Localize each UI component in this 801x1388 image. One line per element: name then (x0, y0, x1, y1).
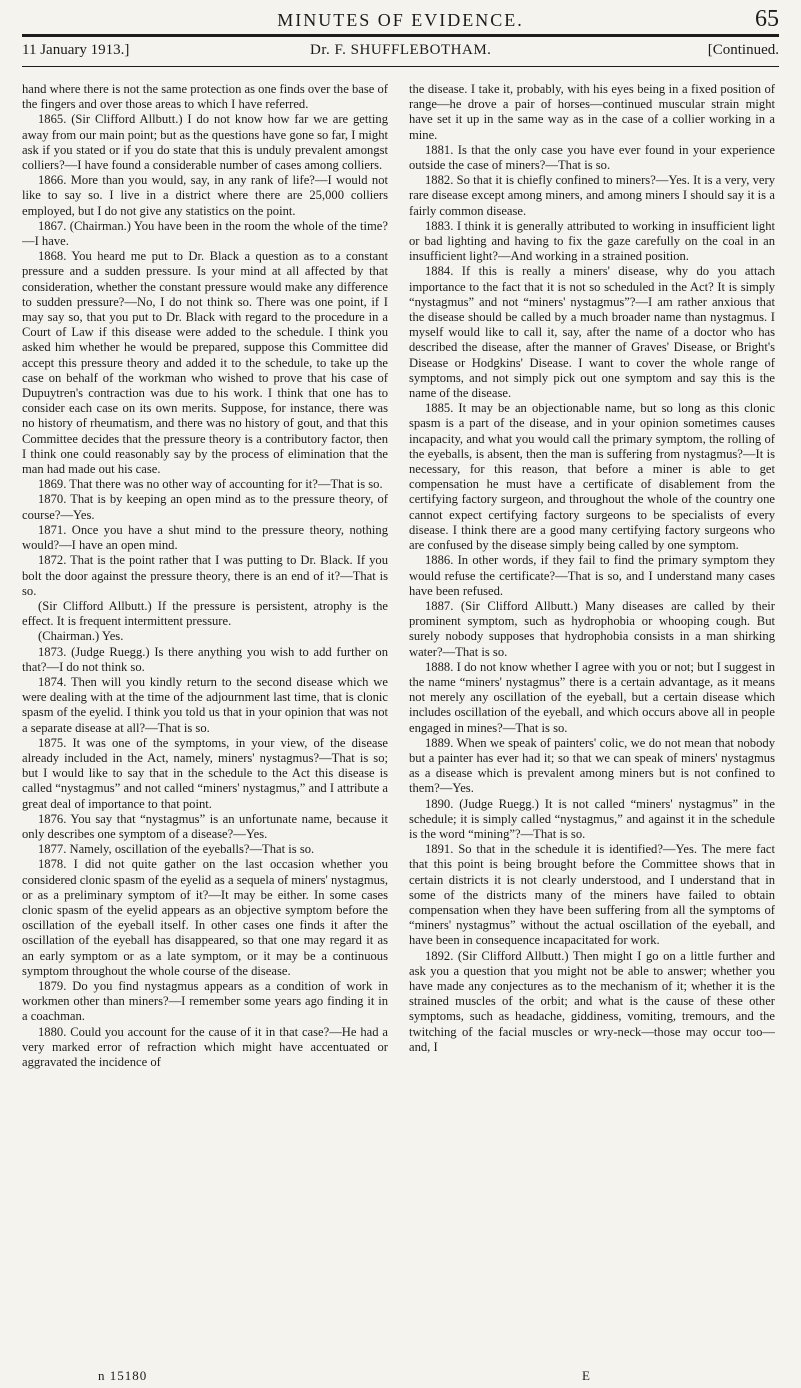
left-paragraph: 1872. That is the point rather that I was putting to Dr. Black. If you bolt the door against the pressure theory, there is an end of it?—That is so. (22, 553, 388, 598)
right-column (409, 82, 775, 1372)
witness-name: Dr. F. SHUFFLEBOTHAM. (310, 42, 492, 58)
left-paragraph: 1874. Then will you kindly return to the second disease which we were dealing with at the time of the adjournment last time, that is clonic spasm of the eyelid. I think you told us that in your opinion that was not a separate disease at all?—That is so. (22, 674, 388, 735)
left-paragraph: 1877. Namely, oscillation of the eyeballs?—That is so. (38, 842, 315, 857)
left-paragraph: 1875. It was one of the symptoms, in your view, of the disease already included in the Act, namely, miners' nystagmus?—That is so; but I would like to say that in the schedule to the Act this disease is called “nystagmus” and not called “miners' nystagmus,” and I attribute a great deal of importance to that point. (22, 735, 388, 811)
left-paragraph: 1871. Once you have a shut mind to the pressure theory, nothing would?—I have an open mind. (22, 522, 388, 553)
print-code: n 15180 (98, 1368, 148, 1383)
left-paragraph: 1879. Do you find nystagmus appears as a condition of work in workmen other than miners?—I remember some years ago finding it in a coachman. (22, 978, 388, 1024)
right-paragraph: 1884. If this is really a miners' disease, why do you attach importance to the fact that it is not so scheduled in the Act? It is simply “nystagmus” and not “miners' nystagmus”?—I am rather anxious that the disease should be called by a much broader name than nystagmus. I myself would like to call it, say, after the name of a doctor who has described the disease, after the manner of Graves' Disease, or Bright's Disease or Hodgkins' Disease. I want to cover the whole range of symptoms, and not simply pick out one symptom and say this is the name of the disease. (409, 264, 775, 401)
left-paragraph: 1876. You say that “nystagmus” is an unfortunate name, because it only describes one symptom of a disease?—Yes. (22, 811, 388, 841)
signature-mark: E (582, 1368, 590, 1383)
right-paragraph: 1888. I do not know whether I agree with you or not; but I suggest in the name “miners' nystagmus” there is a certain advantage, as it means not merely any oscillation of the eyeball, but a certain disease which includes oscillation of the eyeball, and which occurs above all in people engaged in mines?—That is so. (409, 659, 775, 735)
left-paragraph: (Sir Clifford Allbutt.) If the pressure is persistent, atrophy is the effect. It is frequent intermittent pressure. (22, 598, 388, 629)
right-paragraph: 1891. So that in the schedule it is identified?—Yes. The mere fact that this point is being brought before the Committee shows that in certain districts it is not clearly understood, and I understand that in some of the districts many of the miners have failed to obtain compensation when they have been suffering from all the symptoms of “miners' nystagmus” without the actual oscillation of the eyeball, and have been in consequence incapacitated for work. (409, 842, 775, 948)
left-paragraph: 1867. (Chairman.) You have been in the room the whole of the time?—I have. (22, 218, 388, 249)
left-column (22, 82, 388, 1372)
meta-rule (22, 66, 779, 67)
left-paragraph: 1865. (Sir Clifford Allbutt.) I do not know how far we are getting away from our main point; but as the questions have gone so far, I might ask if you stated or if you do state that this is unduly prevalent amongst colliers?—I have found a considerable number of cases among colliers. (22, 112, 388, 173)
right-paragraph: 1883. I think it is generally attributed to working in insufficient light or bad lighting and having to fix the gaze carefully on the coal in an insufficient light?—And working in a strained position. (409, 218, 775, 264)
right-paragraph: 1890. (Judge Ruegg.) It is not called “miners' nystagmus” in the schedule; it is simply called “nystagmus,” and against it in the schedule is the word “mining”?—That is so. (409, 796, 775, 841)
right-paragraph: 1892. (Sir Clifford Allbutt.) Then might I go on a little further and ask you a question that you might not be able to answer; whether you have made any conjectures as to the mechanism of it; whether it is the strained muscles of the orbit; and what is the cause of these other symptoms, such as headache, giddiness, vomiting, tremours, and the twitching of the facial muscles or wry-neck—those may occur too—and, I (409, 948, 775, 1054)
right-paragraph: 1887. (Sir Clifford Allbutt.) Many diseases are called by their prominent symptom, such as hydrophobia or whooping cough. But surely nobody supposes that hydrophobia consists in a man shirking water?—That is so. (409, 598, 775, 659)
right-paragraph: 1889. When we speak of painters' colic, we do not mean that nobody but a painter has ever had it; so that we can speak of miners' nystagmus as a disease which is prevalent among miners but is not confined to them?—Yes. (409, 735, 775, 796)
left-paragraph: 1868. You heard me put to Dr. Black a question as to a constant pressure and a sudden pressure. Is your mind at all affected by that consideration, whether the constant pressure would make any difference to sudden pressure?—No, I do not think so. There was one point, if I may say so, that you put to Dr. Black with regard to the procedure in a Court of Law if this disease were added to the schedule. I think you asked him whether he would be prepared, suppose this Committee did accept this pressure theory and added it to the schedule, to take up the case on behalf of the workman who wished to prove that his case of Dupuytren's contraction was due to his work. I think that one has to consider each case on its own merits. Suppose, for instance, there was no history of rheumatism, and there was no history of gout, and that this Committee decides that the pressure theory is a contributory factor, then I think one could reasonably say by the process of elimination that the man had made out his case. (22, 249, 388, 477)
right-paragraph: 1886. In other words, if they fail to find the primary symptom they would refuse the certificate?—That is so, and I understand many cases have been refused. (409, 553, 775, 598)
left-paragraph: 1870. That is by keeping an open mind as to the pressure theory, of course?—Yes. (22, 492, 388, 522)
continued-label: [Continued. (707, 42, 779, 58)
right-paragraph: 1881. Is that the only case you have ever found in your experience outside the case of miners?—That is so. (409, 142, 775, 173)
session-date: 11 January 1913.] (22, 42, 130, 58)
left-paragraph: hand where there is not the same protection as one finds over the base of the fingers and over those areas to which I have referred. (22, 82, 388, 112)
left-paragraph: 1869. That there was no other way of accounting for it?—That is so. (38, 477, 383, 492)
left-paragraph: 1873. (Judge Ruegg.) Is there anything you wish to add further on that?—I do not think so. (22, 644, 388, 674)
left-paragraph: 1878. I did not quite gather on the last occasion whether you considered clonic spasm of the eyelid as a sequela of miners' nystagmus, or as a preliminary symptom of it?—It may be either. In some cases clonic spasm of the eyelid appears as an objective symptom before the oscillation of the eyeball itself. In other cases one finds it after the oscillation of the eyeball has disappeared, so that one may regard it as an early symptom or as a late symptom, or it may be a continuous symptom throughout the whole course of the disease. (22, 857, 388, 978)
left-paragraph: (Chairman.) Yes. (38, 629, 124, 644)
running-head: MINUTES OF EVIDENCE. (277, 10, 524, 30)
header-rule (22, 34, 779, 37)
header-meta (22, 42, 779, 64)
right-paragraph: 1885. It may be an objectionable name, but so long as this clonic spasm is a part of the disease, and in your opinion sometimes causes incapacity, and what you would call the primary symptom, the rolling of the eyeballs, is absent, then the man is suffering from nystagmus?—It is necessary, for this reason, that before a miner is able to get compensation he must have a certificate of disablement from the certifying factory surgeon, and throughout the whole of the country one cannot expect certifying factory surgeons to be specialists of every disease. I think there are a good many certifying factory surgeons who are confused by the disease simply being called by one symptom. (409, 401, 775, 553)
right-paragraph: 1882. So that it is chiefly confined to miners?—Yes. It is a very, very rare disease except among miners, and among miners I should say it is a fairly common disease. (409, 173, 775, 218)
right-paragraph: the disease. I take it, probably, with his eyes being in a fixed position of range—he drove a pair of horses—continued muscular strain might have set it up in the same way as in the case of a collier working in a mine. (409, 82, 775, 142)
left-paragraph: 1866. More than you would, say, in any rank of life?—I would not like to say so. I live in a district where there are 25,000 colliers employed, but I do not give any statistics on the point. (22, 173, 388, 218)
page-number: 65 (755, 6, 779, 32)
left-paragraph: 1880. Could you account for the cause of it in that case?—He had a very marked error of refraction which might have accentuated or aggravated the incidence of (22, 1024, 388, 1069)
